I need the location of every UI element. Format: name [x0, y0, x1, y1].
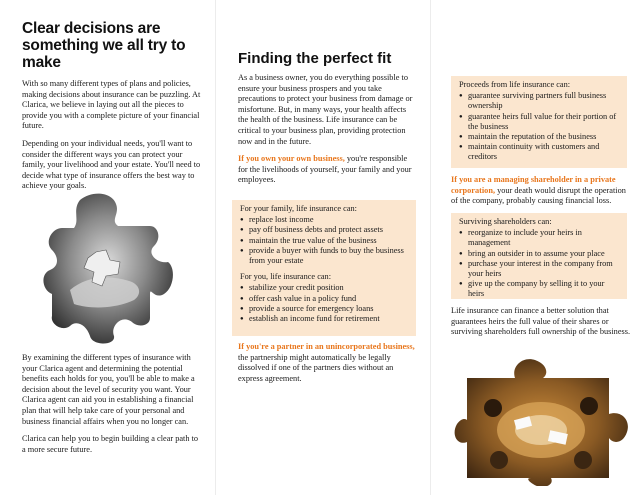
partner-lead: If you're a partner in an unincorporated business,: [238, 342, 415, 351]
proceeds-box: [451, 76, 627, 168]
list-item: ● offer cash value in a policy fund: [240, 294, 410, 304]
surviving-title: Surviving shareholders can:: [459, 217, 552, 226]
list-item: ● bring an outsider in to assume your place: [459, 249, 621, 259]
shareholder-text: your death would disrupt the operation of the company, probably causing financial loss.: [451, 185, 626, 206]
you-box-title: For you, life insurance can:: [240, 272, 332, 282]
list-item: ● replace lost income: [240, 215, 410, 225]
closing-paragraph: Clarica can help you to begin building a clear path to a more secure future.: [22, 434, 199, 454]
closing-solution-paragraph: Life insurance can finance a better solution that guarantees heirs the full value of their shares or surviving shareholders full ownership of the business.: [451, 306, 631, 337]
panel-middle: [215, 0, 430, 495]
family-box-title: For your family, life insurance can:: [240, 204, 357, 213]
page-heading: Clear decisions are something we all try to make: [22, 20, 186, 71]
list-item: ● maintain the reputation of the business: [459, 132, 621, 142]
list-item: ● provide a source for emergency loans: [240, 304, 410, 314]
list-item: ● reorganize to include your heirs in management: [459, 228, 621, 248]
list-item: ● provide a buyer with funds to buy the business from your estate: [240, 246, 410, 266]
own-business-lead: If you own your own business,: [238, 154, 345, 164]
list-item: ● pay off business debts and protect assets: [240, 225, 410, 235]
hands-puzzle-image: [40, 190, 175, 345]
business-intro-paragraph: As a business owner, you do everything possible to ensure your business prospers and you take precautions to protect your business from damage or misfortune. But, in many ways, your health affects the health of the business. Life insurance can be critical to your business plan, providing protection now and in the future.: [238, 73, 413, 146]
list-item: ● maintain continuity with customers and creditors: [459, 142, 621, 162]
list-item: ● establish an income fund for retirement: [240, 314, 410, 324]
partner-paragraph: [238, 342, 416, 384]
list-item: ● give up the company by selling it to your heirs: [459, 279, 621, 299]
proceeds-title: Proceeds from life insurance can:: [459, 80, 571, 89]
list-item: ● maintain the true value of the business: [240, 236, 410, 246]
list-item: ● purchase your interest in the company from your heirs: [459, 259, 621, 279]
section-heading: Finding the perfect fit: [238, 50, 392, 67]
list-item: ● guarantee surviving partners full business ownership: [459, 91, 621, 111]
shareholder-lead: If you are a managing shareholder in a private corporation,: [451, 175, 616, 195]
intro-paragraph: With so many different types of plans and policies, making decisions about insurance can be puzzling. At Clarica, we believe in laying out all the pieces to provide you with a complete picture of your financial future.: [22, 79, 201, 131]
panel-left-bottom: [22, 353, 203, 462]
meeting-puzzle-image: [453, 356, 631, 486]
shareholder-paragraph: [451, 175, 631, 207]
examining-paragraph: By examining the different types of insurance with your Clarica agent and determining the potential benefits each holds for you, you'll be able to make a decision about the level of security you want. Your Clarica agent can aid you in establishing a financial plan that will help take care of your personal and business financial affairs when you no longer can.: [22, 353, 195, 426]
partner-text: the partnership might automatically be legally dissolved if one of the partners dies without an express agreement.: [238, 352, 394, 383]
own-business-paragraph: [238, 154, 416, 186]
surviving-box: [451, 213, 627, 299]
needs-paragraph: Depending on your individual needs, you'll want to consider the different ways you can protect your family, your livelihood and your estate. You'll need to decide what type of insurance offers the best way to achieve your goals.: [22, 138, 201, 191]
list-item: ● stabilize your credit position: [240, 283, 410, 293]
own-business-text: you're responsible for the livelihoods of yourself, your family and your employees.: [238, 154, 412, 185]
family-benefits-box: [232, 200, 416, 336]
list-item: ● guarantee heirs full value for their portion of the business: [459, 112, 621, 132]
panel-right: [430, 0, 640, 495]
